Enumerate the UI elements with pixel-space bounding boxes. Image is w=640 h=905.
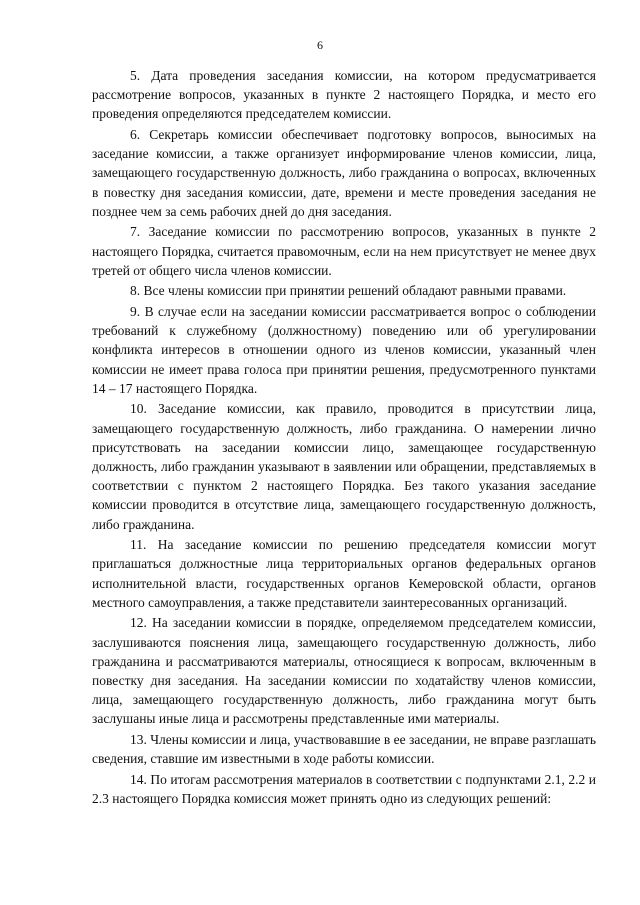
paragraph-14: 14. По итогам рассмотрения материалов в соответствии с подпунктами 2.1, 2.2 и 2.3 настоящего Порядка комиссия может принять одно из следующих решений:: [92, 771, 596, 807]
paragraph-10: 10. Заседание комиссии, как правило, проводится в присутствии лица, замещающего государственную должность, либо гражданина. О намерении лично присутствовать на заседании комиссии лицо, замещающее государственную должность, либо гражданин указывают в заявлении или обращении, представляемых в соответствии с пунктом 2 настоящего Порядка. Без такого указания заседание комиссии проводится в отсутствие лица, замещающего государственную должность, либо гражданина.: [92, 401, 596, 532]
paragraph-11: 11. На заседание комиссии по решению председателя комиссии могут приглашаться должностные лица территориальных органов федеральных органов исполнительной власти, государственных органов Кемеровской области, органов местного самоуправления, а также представители заинтересованных организаций.: [92, 537, 596, 610]
paragraph-12: 12. На заседании комиссии в порядке, определяемом председателем комиссии, заслушиваются пояснения лица, замещающего государственную должность, либо гражданина и рассматриваются материалы, относящиеся к вопросам, включенным в повестку дня заседания. На заседании комиссии по ходатайству членов комиссии, лица, замещающего государственную должность, либо гражданина могут быть заслушаны иные лица и рассмотрены представленные ими материалы.: [92, 615, 596, 727]
page-number: 6: [317, 38, 323, 52]
paragraph-7: 7. Заседание комиссии по рассмотрению вопросов, указанных в пункте 2 настоящего Порядка, считается правомочным, если на нем присутствует не менее двух третей от общего числа членов комиссии.: [92, 224, 596, 278]
paragraph-9: 9. В случае если на заседании комиссии рассматривается вопрос о соблюдении требований к служебному (должностному) поведению или об урегулировании конфликта интересов в отношении одного из членов комиссии, указанный член комиссии не имеет права голоса при принятии решения, предусмотренного пунктами 14 – 17 настоящего Порядка.: [92, 304, 596, 396]
paragraph-13: 13. Члены комиссии и лица, участвовавшие в ее заседании, не вправе разглашать сведения, ставшие им известными в ходе работы комиссии.: [92, 732, 596, 767]
document-body: [92, 66, 596, 810]
paragraph-8: 8. Все члены комиссии при принятии решений обладают равными правами.: [130, 283, 567, 299]
paragraph-6: 6. Секретарь комиссии обеспечивает подготовку вопросов, выносимых на заседание комиссии, а также организует информирование членов комиссии, лица, замещающего государственную должность, либо гражданина о вопросах, включенных в повестку дня заседания комиссии, дате, времени и месте проведения заседания не позднее чем за семь рабочих дней до дня заседания.: [92, 127, 596, 219]
paragraph-5: 5. Дата проведения заседания комиссии, на котором предусматривается рассмотрение вопросов, указанных в пункте 2 настоящего Порядка, и место его проведения определяются председателем комиссии.: [92, 68, 596, 122]
